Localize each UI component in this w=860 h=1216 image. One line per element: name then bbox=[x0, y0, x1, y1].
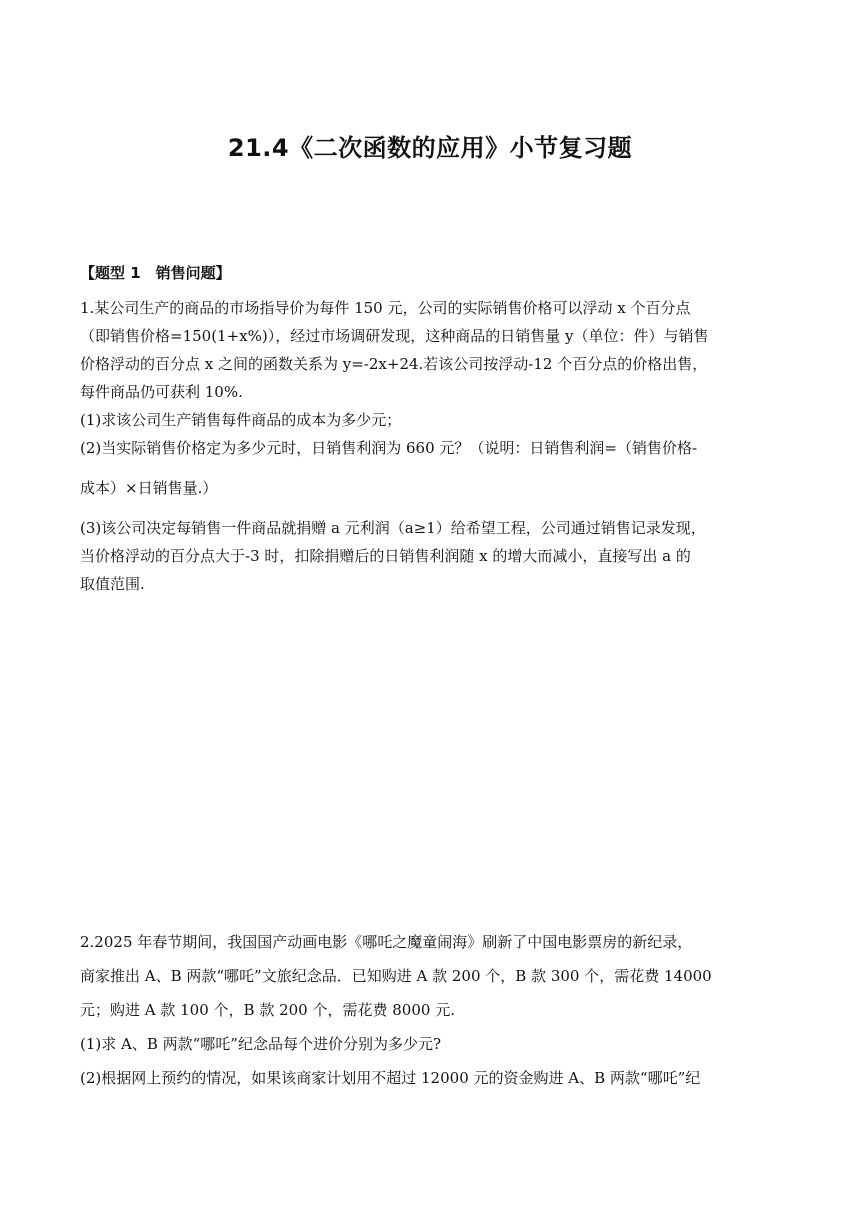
document-title: 21.4《二次函数的应用》小节复习题 bbox=[227, 134, 633, 162]
question-1-line-3: 价格浮动的百分点 x 之间的函数关系为 y=-2x+24.若该公司按浮动-12 个百分点的价格出售， bbox=[80, 355, 708, 373]
section-heading: 【题型 1 销售问题】 bbox=[80, 264, 231, 282]
question-2-part-2-line-1: (2)根据网上预约的情况，如果该商家计划用不超过 12000 元的资金购进 A、B 两款“哪吒”纪 bbox=[80, 1069, 701, 1087]
question-1-part-1: (1)求该公司生产销售每件商品的成本为多少元； bbox=[80, 411, 402, 429]
question-1-part-3-line-1: (3)该公司决定每销售一件商品就捐赠 a 元利润（a≥1）给希望工程，公司通过销售记录发现， bbox=[80, 519, 706, 537]
question-1-part-3-line-2: 当价格浮动的百分点大于-3 时，扣除捐赠后的日销售利润随 x 的增大而减小，直接写出 a 的 bbox=[80, 547, 691, 565]
question-1-part-2-line-2: 成本）×日销售量.） bbox=[80, 479, 218, 497]
question-2-line-2: 商家推出 A、B 两款“哪吒”文旅纪念品．已知购进 A 款 200 个，B 款 300 个，需花费 14000 bbox=[80, 967, 712, 985]
question-2 bbox=[80, 928, 792, 1092]
question-1-part-3-line-3: 取值范围. bbox=[80, 575, 145, 593]
question-1-line-2: （即销售价格=150(1+x%)），经过市场调研发现，这种商品的日销售量 y（单位：件）与销售 bbox=[80, 327, 709, 345]
question-2-part-1: (1)求 A、B 两款“哪吒”纪念品每个进价分别为多少元? bbox=[80, 1035, 442, 1053]
question-1-part-2-line-1: (2)当实际销售价格定为多少元时，日销售利润为 660 元？（说明：日销售利润=（销售价格- bbox=[80, 439, 698, 457]
question-1-line-4: 每件商品仍可获利 10%. bbox=[80, 383, 243, 401]
question-2-line-1: 2.2025 年春节期间，我国国产动画电影《哪吒之魔童闹海》刷新了中国电影票房的新纪录， bbox=[80, 933, 693, 951]
question-1-line-1: 1.某公司生产的商品的市场指导价为每件 150 元，公司的实际销售价格可以浮动 x 个百分点 bbox=[80, 299, 691, 317]
question-2-line-3: 元；购进 A 款 100 个，B 款 200 个，需花费 8000 元. bbox=[80, 1001, 455, 1019]
question-1 bbox=[80, 294, 792, 598]
